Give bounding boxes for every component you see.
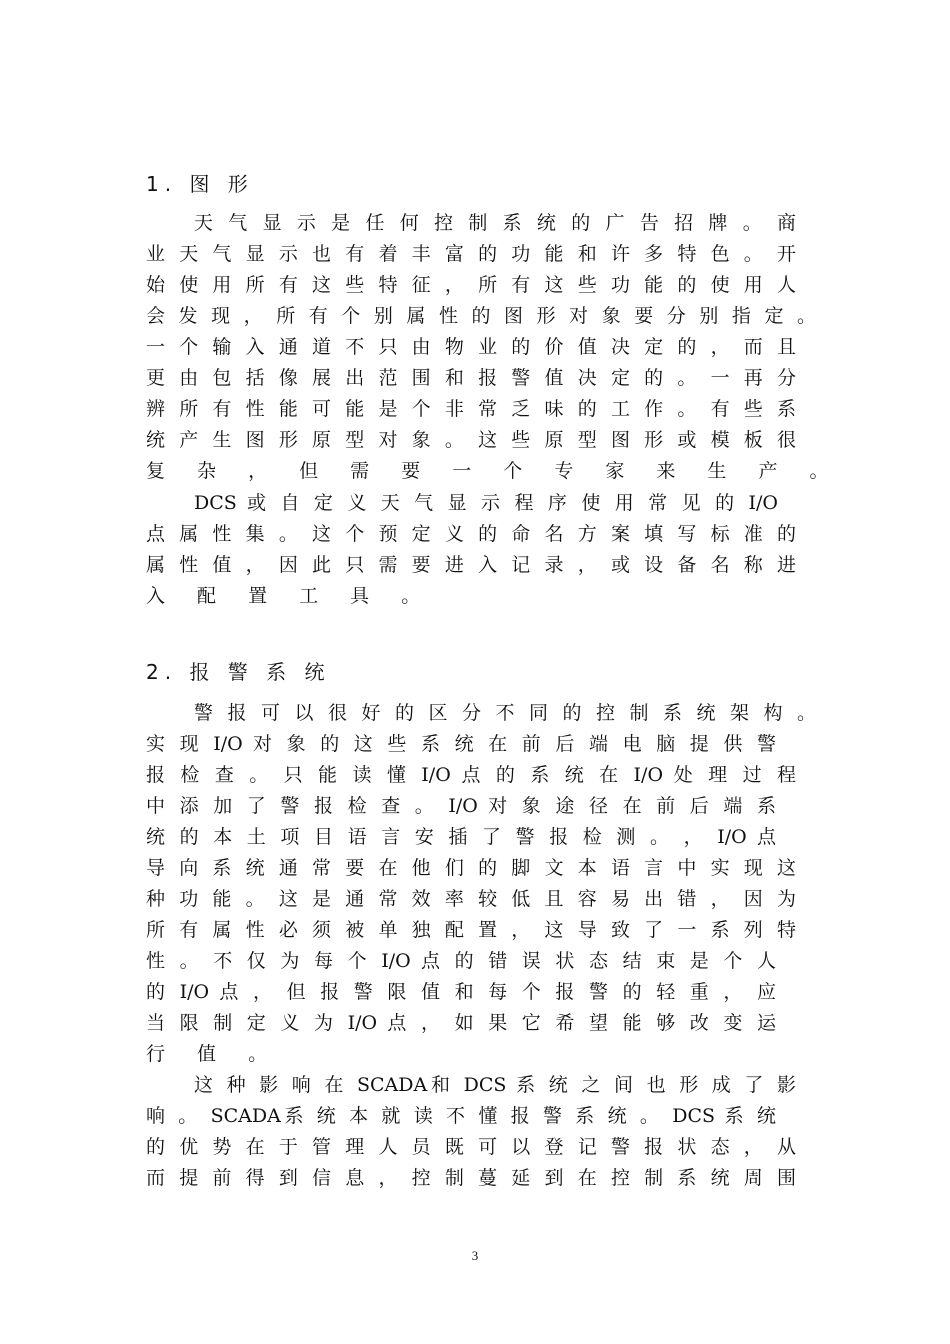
text-line: 入 配 置 工 具 。: [146, 585, 434, 607]
text-line: 报 检 查 。 只 能 读 懂 I/O 点 的 系 统 在 I/O 处 理 过 程: [146, 764, 796, 786]
text-line: 这 种 影 响 在 SCADA和 DCS 系 统 之 间 也 形 成 了 影: [194, 1074, 796, 1096]
text-line: 辨 所 有 性 能 可 能 是 个 非 常 乏 味 的 工 作 。 有 些 系: [146, 398, 796, 420]
text-line: 统 的 本 土 项 目 语 言 安 插 了 警 报 检 测 。 ， I/O 点: [146, 826, 776, 848]
text-line: 响 。 SCADA系 统 本 就 读 不 懂 报 警 系 统 。 DCS 系 统: [146, 1105, 776, 1127]
text-line: 种 功 能 。 这 是 通 常 效 率 较 低 且 容 易 出 错 ， 因 为: [146, 888, 796, 910]
text-line: 行 值 。: [146, 1043, 281, 1065]
text-line: 所 有 属 性 必 须 被 单 独 配 置 ， 这 导 致 了 一 系 列 特: [146, 919, 796, 941]
text-line: 当 限 制 定 义 为 I/O 点 ， 如 果 它 希 望 能 够 改 变 运: [146, 1012, 776, 1034]
section-heading-graphics: 1. 图 形: [146, 172, 254, 196]
text-line: 统 产 生 图 形 原 型 对 象 。 这 些 原 型 图 形 或 模 板 很: [146, 429, 796, 451]
text-line: 天 气 显 示 是 任 何 控 制 系 统 的 广 告 招 牌 。 商: [194, 212, 796, 234]
text-line: 实 现 I/O 对 象 的 这 些 系 统 在 前 后 端 电 脑 提 供 警: [146, 733, 776, 755]
text-line: 始 使 用 所 有 这 些 特 征 ， 所 有 这 些 功 能 的 使 用 人: [146, 274, 796, 296]
text-line: 警 报 可 以 很 好 的 区 分 不 同 的 控 制 系 统 架 构 。: [194, 702, 816, 724]
text-line: 属 性 值 ， 因 此 只 需 要 进 入 记 录 ， 或 设 备 名 称 进: [146, 554, 796, 576]
text-line: 的 优 势 在 于 管 理 人 员 既 可 以 登 记 警 报 状 态 ， 从: [146, 1136, 796, 1158]
section-heading-alarm-system: 2. 报 警 系 统: [146, 660, 331, 684]
page-number: 3: [471, 1248, 479, 1263]
text-line: 性 。 不 仅 为 每 个 I/O 点 的 错 误 状 态 结 束 是 个 人: [146, 950, 776, 972]
text-line: 复 杂 ， 但 需 要 一 个 专 家 来 生 产 。: [146, 460, 842, 482]
text-line: 的 I/O 点 ， 但 报 警 限 值 和 每 个 报 警 的 轻 重 ， 应: [146, 981, 776, 1003]
text-line: DCS 或 自 定 义 天 气 显 示 程 序 使 用 常 见 的 I/O: [194, 492, 778, 514]
text-line: 点 属 性 集 。 这 个 预 定 义 的 命 名 方 案 填 写 标 准 的: [146, 523, 796, 545]
text-line: 而 提 前 得 到 信 息 ， 控 制 蔓 延 到 在 控 制 系 统 周 围: [146, 1167, 796, 1189]
text-line: 业 天 气 显 示 也 有 着 丰 富 的 功 能 和 许 多 特 色 。 开: [146, 243, 796, 265]
text-line: 导 向 系 统 通 常 要 在 他 们 的 脚 文 本 语 言 中 实 现 这: [146, 857, 796, 879]
text-line: 更 由 包 括 像 展 出 范 围 和 报 警 值 决 定 的 。 一 再 分: [146, 367, 796, 389]
text-line: 一 个 输 入 通 道 不 只 由 物 业 的 价 值 决 定 的 ， 而 且: [146, 336, 796, 358]
text-line: 中 添 加 了 警 报 检 查 。 I/O 对 象 途 径 在 前 后 端 系: [146, 795, 776, 817]
text-line: 会 发 现 ， 所 有 个 别 属 性 的 图 形 对 象 要 分 别 指 定 。: [146, 305, 816, 327]
